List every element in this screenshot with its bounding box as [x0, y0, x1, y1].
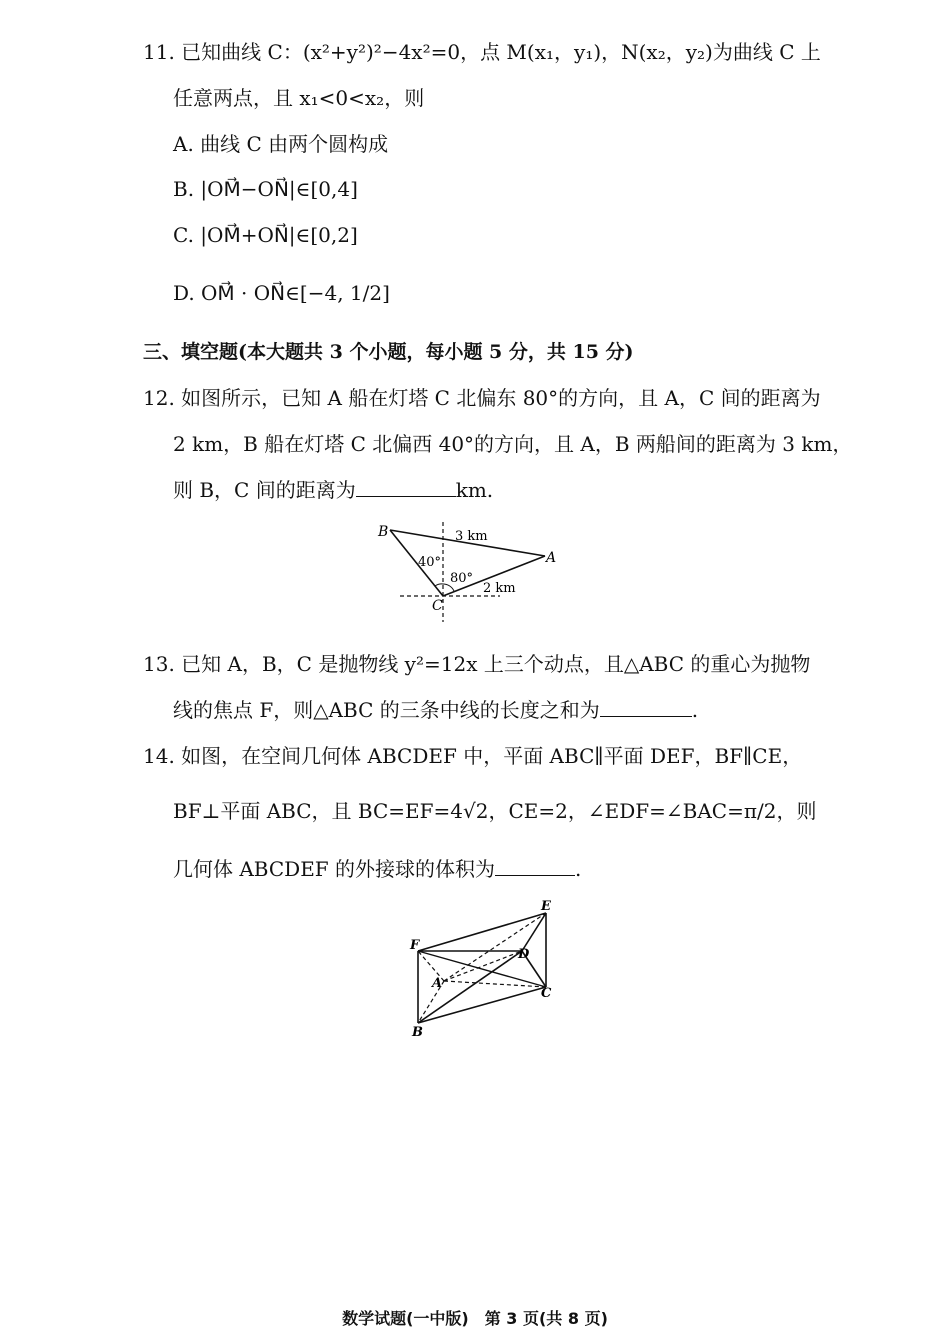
- q12-stem-line2: 2 km，B 船在灯塔 C 北偏西 40°的方向，且 A，B 两船间的距离为 3 km，: [173, 432, 853, 456]
- q12-stem-line1: 12. 如图所示，已知 A 船在灯塔 C 北偏东 80°的方向，且 A，C 间的距离为: [143, 386, 821, 410]
- q12-answer-blank[interactable]: [356, 476, 456, 497]
- q11-option-c: C. |OM⃗+ON⃗|∈[0,2]: [173, 223, 358, 247]
- q12-label-ab-distance: 3 km: [455, 529, 488, 544]
- q12-label-ac-distance: 2 km: [483, 581, 516, 596]
- q14-label-a: A: [432, 976, 443, 991]
- q13-stem-line2: [173, 696, 698, 724]
- q13-stem-line1: 13. 已知 A，B，C 是抛物线 y²=12x 上三个动点，且△ABC 的重心为抛物: [143, 652, 811, 676]
- q14-edge-ae-hidden: [444, 913, 546, 981]
- q13-line2-text: 线的焦点 F，则△ABC 的三条中线的长度之和为: [173, 698, 600, 722]
- q12-label-angle-80: 80°: [450, 571, 474, 586]
- q12-line3-unit: km.: [455, 478, 494, 502]
- q13-answer-blank[interactable]: [600, 696, 692, 717]
- q14-label-b: B: [412, 1025, 423, 1040]
- q14-line3-period: .: [575, 857, 582, 881]
- q12-angle-arc-40: [435, 584, 443, 586]
- q14-label-c: C: [541, 986, 552, 1001]
- q11-option-b: B. |OM⃗−ON⃗|∈[0,4]: [173, 177, 358, 201]
- page-footer: 数学试题(一中版) 第 3 页(共 8 页): [342, 1309, 608, 1328]
- q11-option-d: D. OM⃗ · ON⃗∈[−4, 1/2]: [173, 281, 390, 305]
- q12-stem-line3: [173, 476, 493, 504]
- q14-stem-line3: [173, 855, 581, 883]
- q12-label-c: C: [432, 598, 443, 614]
- q14-edge-bc: [418, 987, 546, 1023]
- section-title-fill-blank: 三、填空题(本大题共 3 个小题，每小题 5 分，共 15 分): [143, 341, 634, 363]
- q11-stem-line1: 11. 已知曲线 C：(x²+y²)²−4x²=0，点 M(x₁，y₁)，N(x₂，y₂)为曲线 C 上: [143, 40, 821, 64]
- q14-stem-line2: BF⊥平面 ABC，且 BC=EF=4√2，CE=2，∠EDF=∠BAC=π/2，则: [173, 799, 817, 823]
- q11-option-a: A. 曲线 C 由两个圆构成: [173, 132, 389, 156]
- q12-label-a: A: [546, 550, 557, 566]
- q14-figure: [400, 895, 560, 1040]
- q12-figure: [370, 518, 570, 622]
- q12-label-b: B: [378, 524, 389, 540]
- q13-line2-period: .: [691, 698, 699, 722]
- q14-edge-fe: [418, 913, 546, 951]
- q12-label-angle-40: 40°: [418, 555, 442, 570]
- q14-line3-text: 几何体 ABCDEF 的外接球的体积为: [173, 857, 496, 881]
- q14-label-f: F: [410, 938, 420, 953]
- q14-stem-line1: 14. 如图，在空间几何体 ABCDEF 中，平面 ABC∥平面 DEF，BF∥CE，: [143, 744, 803, 768]
- q11-stem-line2: 任意两点，且 x₁<0<x₂，则: [173, 86, 425, 110]
- q14-label-d: D: [518, 947, 530, 962]
- q14-label-e: E: [541, 899, 551, 914]
- q12-line3-text: 则 B，C 间的距离为: [173, 478, 356, 502]
- q14-answer-blank[interactable]: [495, 855, 575, 876]
- q14-edge-ac-hidden: [444, 981, 546, 987]
